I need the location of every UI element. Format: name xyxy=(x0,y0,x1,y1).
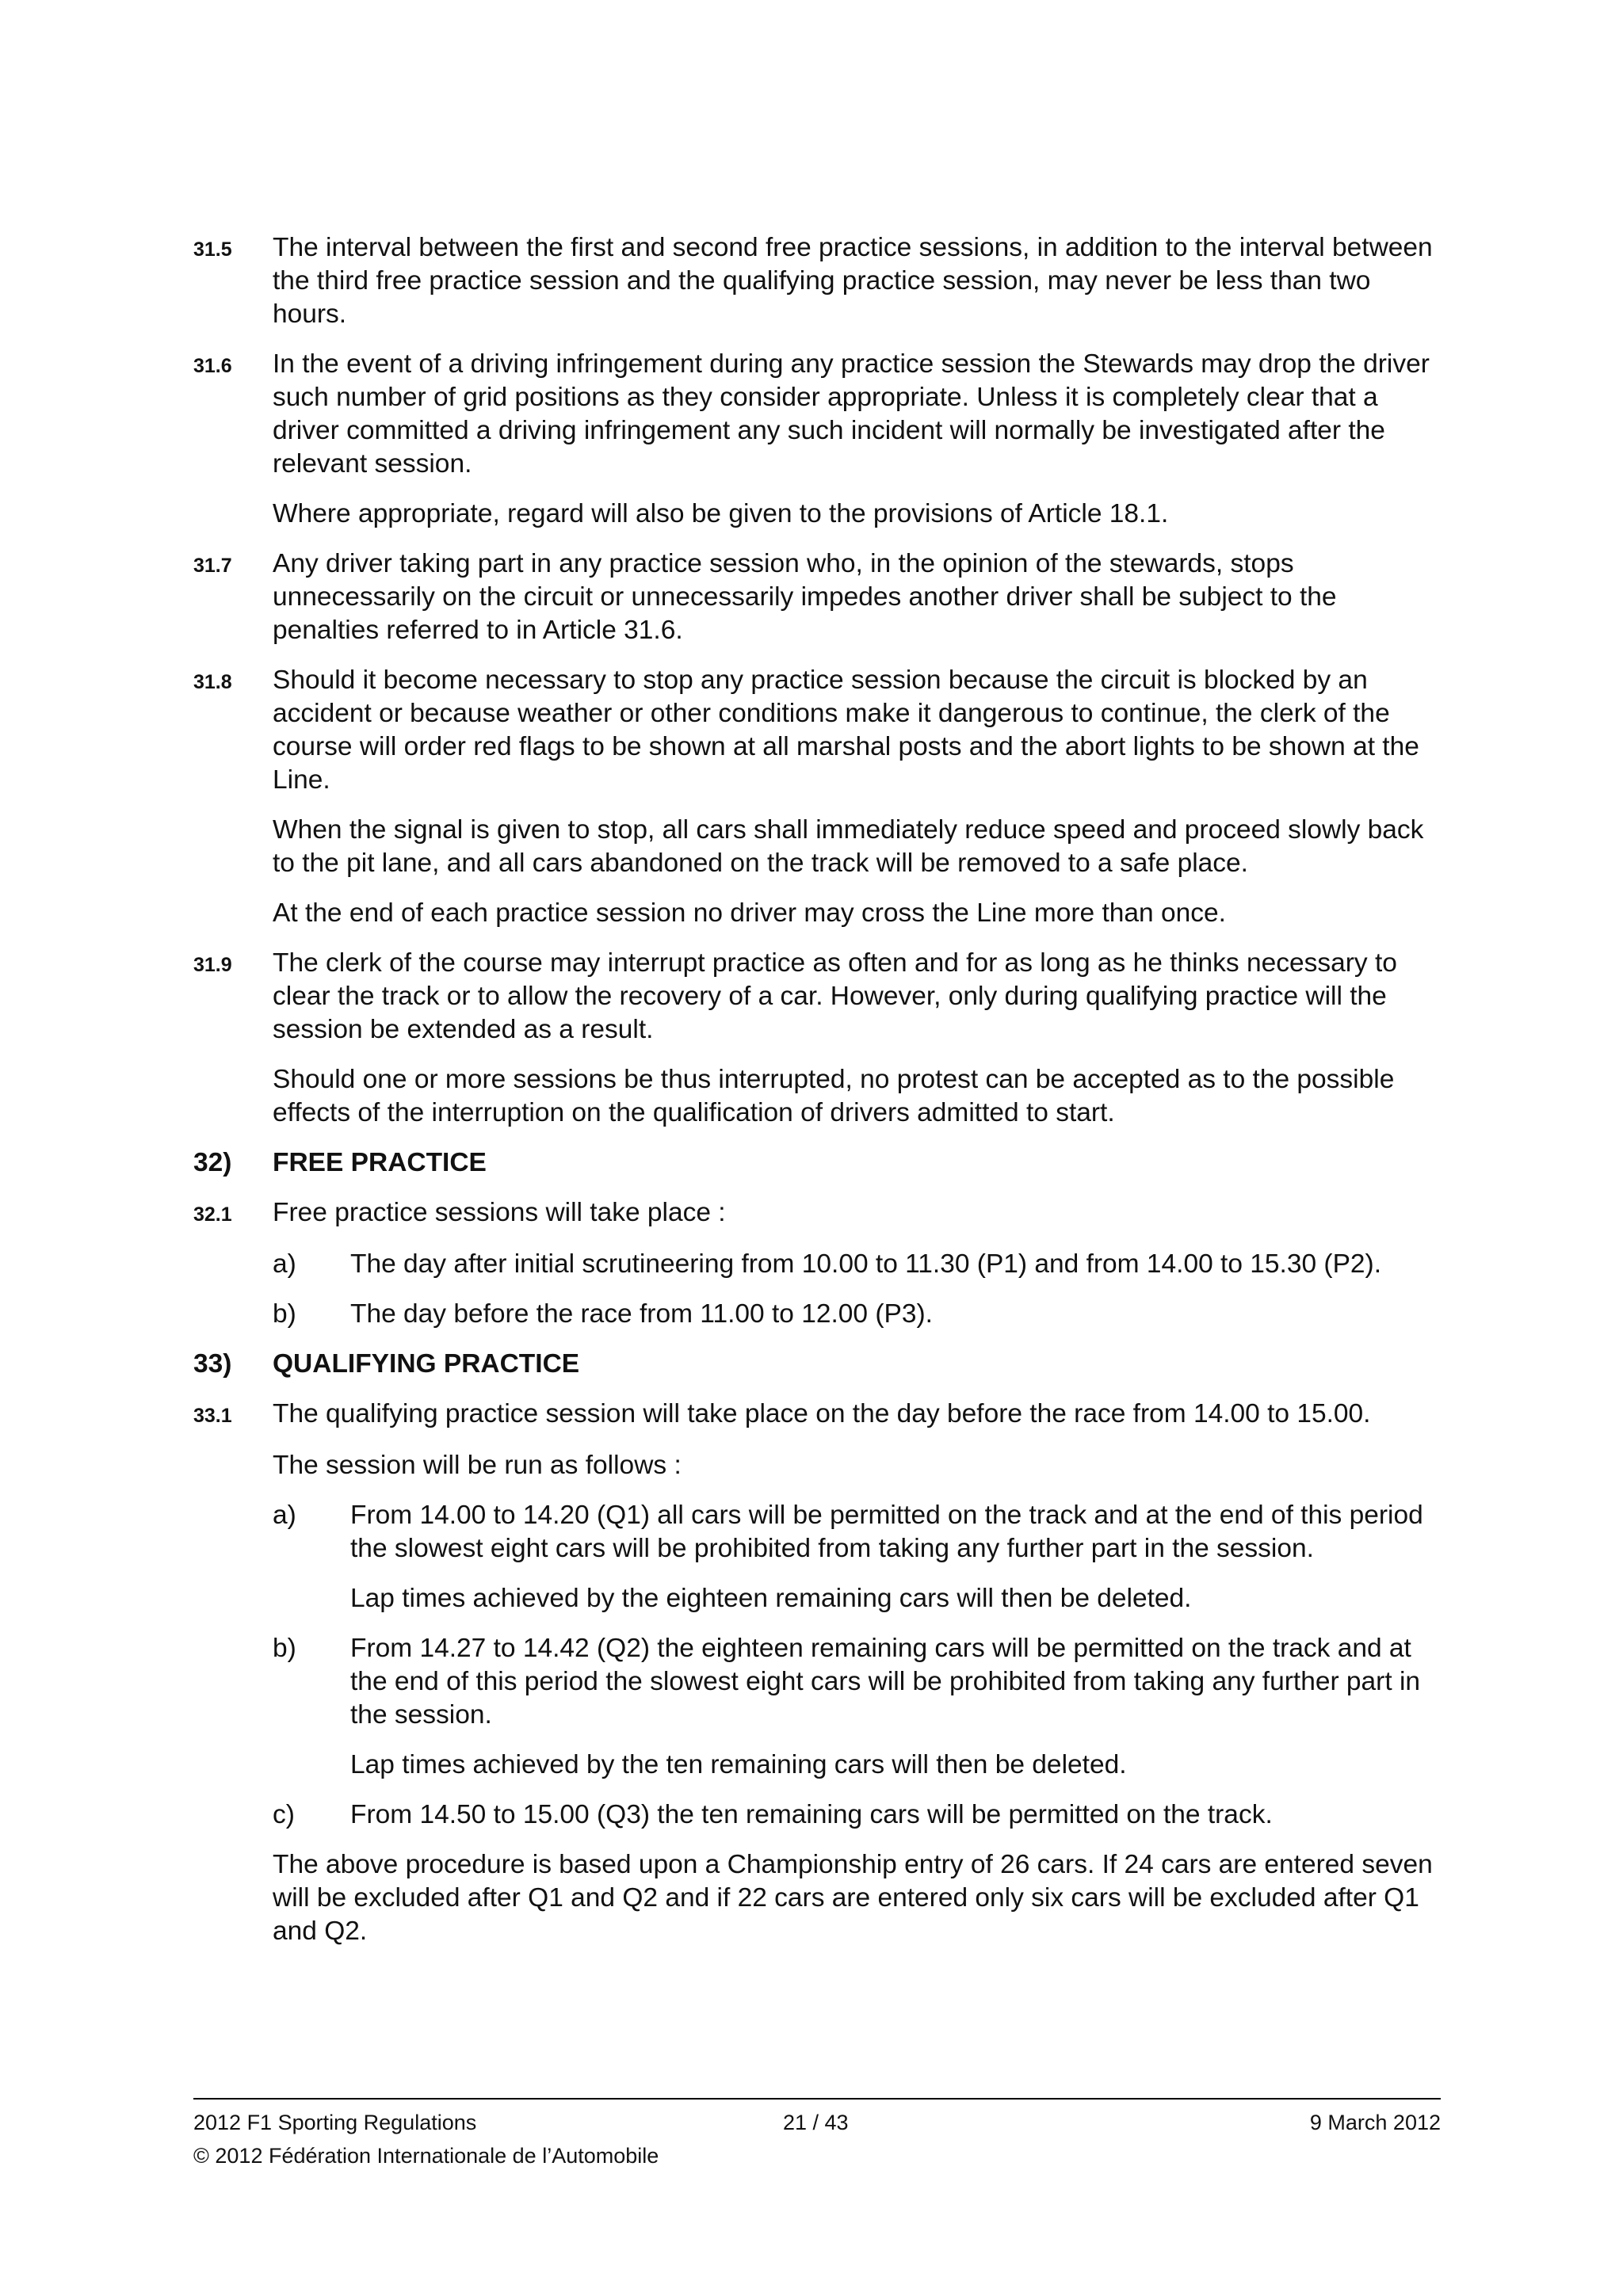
list-item xyxy=(273,1798,1441,1832)
footer-copyright: © 2012 Fédération Internationale de l’Automobile xyxy=(193,2144,659,2168)
clause-number: 32.1 xyxy=(193,1203,232,1226)
clause-paragraph: The above procedure is based upon a Championship entry of 26 cars. If 24 cars are entered seven will be excluded after Q1 and Q2 and if 22 cars are entered only six cars will be excluded after Q1 and Q2. xyxy=(273,1850,1433,1946)
list-item-text: The day before the race from 11.00 to 12.00 (P3). xyxy=(350,1299,933,1329)
clause-paragraph: At the end of each practice session no driver may cross the Line more than once. xyxy=(273,898,1226,928)
clause-31-9 xyxy=(193,947,1441,1047)
clause-paragraph: Should one or more sessions be thus interrupted, no protest can be accepted as to the possible effects of the interruption on the qualification of drivers admitted to start. xyxy=(273,1065,1395,1127)
list-item-note: Lap times achieved by the ten remaining cars will then be deleted. xyxy=(350,1750,1127,1779)
page-footer xyxy=(193,2098,1441,2172)
clause-text: The interval between the first and second free practice sessions, in addition to the interval between the third free practice session and the qualifying practice session, may never be less than two hours. xyxy=(273,233,1433,329)
footer-divider xyxy=(193,2098,1441,2100)
section-title: FREE PRACTICE xyxy=(273,1148,487,1177)
list-item-text: The day after initial scrutineering from 10.00 to 11.30 (P1) and from 14.00 to 15.30 (P2). xyxy=(350,1249,1382,1279)
list-marker: a) xyxy=(273,1249,296,1279)
list-marker: b) xyxy=(273,1299,296,1329)
clause-31-8 xyxy=(193,664,1441,797)
clause-31-5 xyxy=(193,231,1441,331)
section-title: QUALIFYING PRACTICE xyxy=(273,1349,580,1379)
section-number: 33) xyxy=(193,1349,232,1379)
list-marker: c) xyxy=(273,1800,295,1829)
footer-date: 9 March 2012 xyxy=(1309,2111,1441,2134)
clause-text: Should it become necessary to stop any practice session because the circuit is blocked by an accident or because weather or other conditions make it dangerous to continue, the clerk of the course will order red flags to be shown at all marshal posts and the abort lights to be shown at the Line. xyxy=(273,666,1419,795)
clause-text: Any driver taking part in any practice session who, in the opinion of the stewards, stops unnecessarily on the circuit or unnecessarily impedes another driver shall be subject to the penalties referred to in Article 31.6. xyxy=(273,549,1337,645)
clause-paragraph: The session will be run as follows : xyxy=(273,1451,682,1480)
clause-number: 31.8 xyxy=(193,671,232,693)
section-number: 32) xyxy=(193,1148,232,1177)
clause-32-1 xyxy=(193,1196,1441,1231)
footer-line xyxy=(193,2106,1441,2139)
section-heading-33 xyxy=(193,1348,1441,1381)
list-item xyxy=(273,1298,1441,1331)
clause-31-6 xyxy=(193,348,1441,481)
list-item xyxy=(273,1632,1441,1732)
clause-number: 31.5 xyxy=(193,238,232,261)
clause-text: The clerk of the course may interrupt practice as often and for as long as he thinks necessary to clear the track or to allow the recovery of a car. However, only during qualifying practice will the session be extended as a result. xyxy=(273,948,1397,1044)
footer-document-title: 2012 F1 Sporting Regulations xyxy=(193,2111,477,2134)
list-marker: a) xyxy=(273,1501,296,1530)
list-item-text: From 14.00 to 14.20 (Q1) all cars will be permitted on the track and at the end of this period the slowest eight cars will be prohibited from taking any further part in the session. xyxy=(350,1501,1423,1563)
list-marker: b) xyxy=(273,1634,296,1663)
clause-31-7 xyxy=(193,547,1441,647)
list-item-note: Lap times achieved by the eighteen remaining cars will then be deleted. xyxy=(350,1584,1192,1613)
document-body xyxy=(193,231,1441,1965)
clause-number: 31.6 xyxy=(193,355,232,377)
footer-page-number: 21 / 43 xyxy=(783,2111,849,2134)
clause-text: Free practice sessions will take place : xyxy=(273,1198,726,1227)
clause-text: The qualifying practice session will take place on the day before the race from 14.00 to 15.00. xyxy=(273,1399,1371,1428)
list-item-text: From 14.50 to 15.00 (Q3) the ten remaining cars will be permitted on the track. xyxy=(350,1800,1273,1829)
clause-33-1 xyxy=(193,1398,1441,1432)
clause-paragraph: Where appropriate, regard will also be given to the provisions of Article 18.1. xyxy=(273,499,1169,528)
list-item-text: From 14.27 to 14.42 (Q2) the eighteen remaining cars will be permitted on the track and at the end of this period the slowest eight cars will be prohibited from taking any further part in the session. xyxy=(350,1634,1421,1730)
clause-number: 31.7 xyxy=(193,555,232,577)
clause-text: In the event of a driving infringement during any practice session the Stewards may drop the driver such number of grid positions as they consider appropriate. Unless it is completely clear that a driver committed a driving infringement any such incident will normally be investigated after the relevant session. xyxy=(273,349,1430,479)
section-heading-32 xyxy=(193,1146,1441,1180)
list-item xyxy=(273,1499,1441,1566)
clause-number: 31.9 xyxy=(193,954,232,976)
list-item xyxy=(273,1248,1441,1281)
clause-paragraph: When the signal is given to stop, all cars shall immediately reduce speed and proceed slowly back to the pit lane, and all cars abandoned on the track will be removed to a safe place. xyxy=(273,815,1424,878)
clause-number: 33.1 xyxy=(193,1405,232,1427)
